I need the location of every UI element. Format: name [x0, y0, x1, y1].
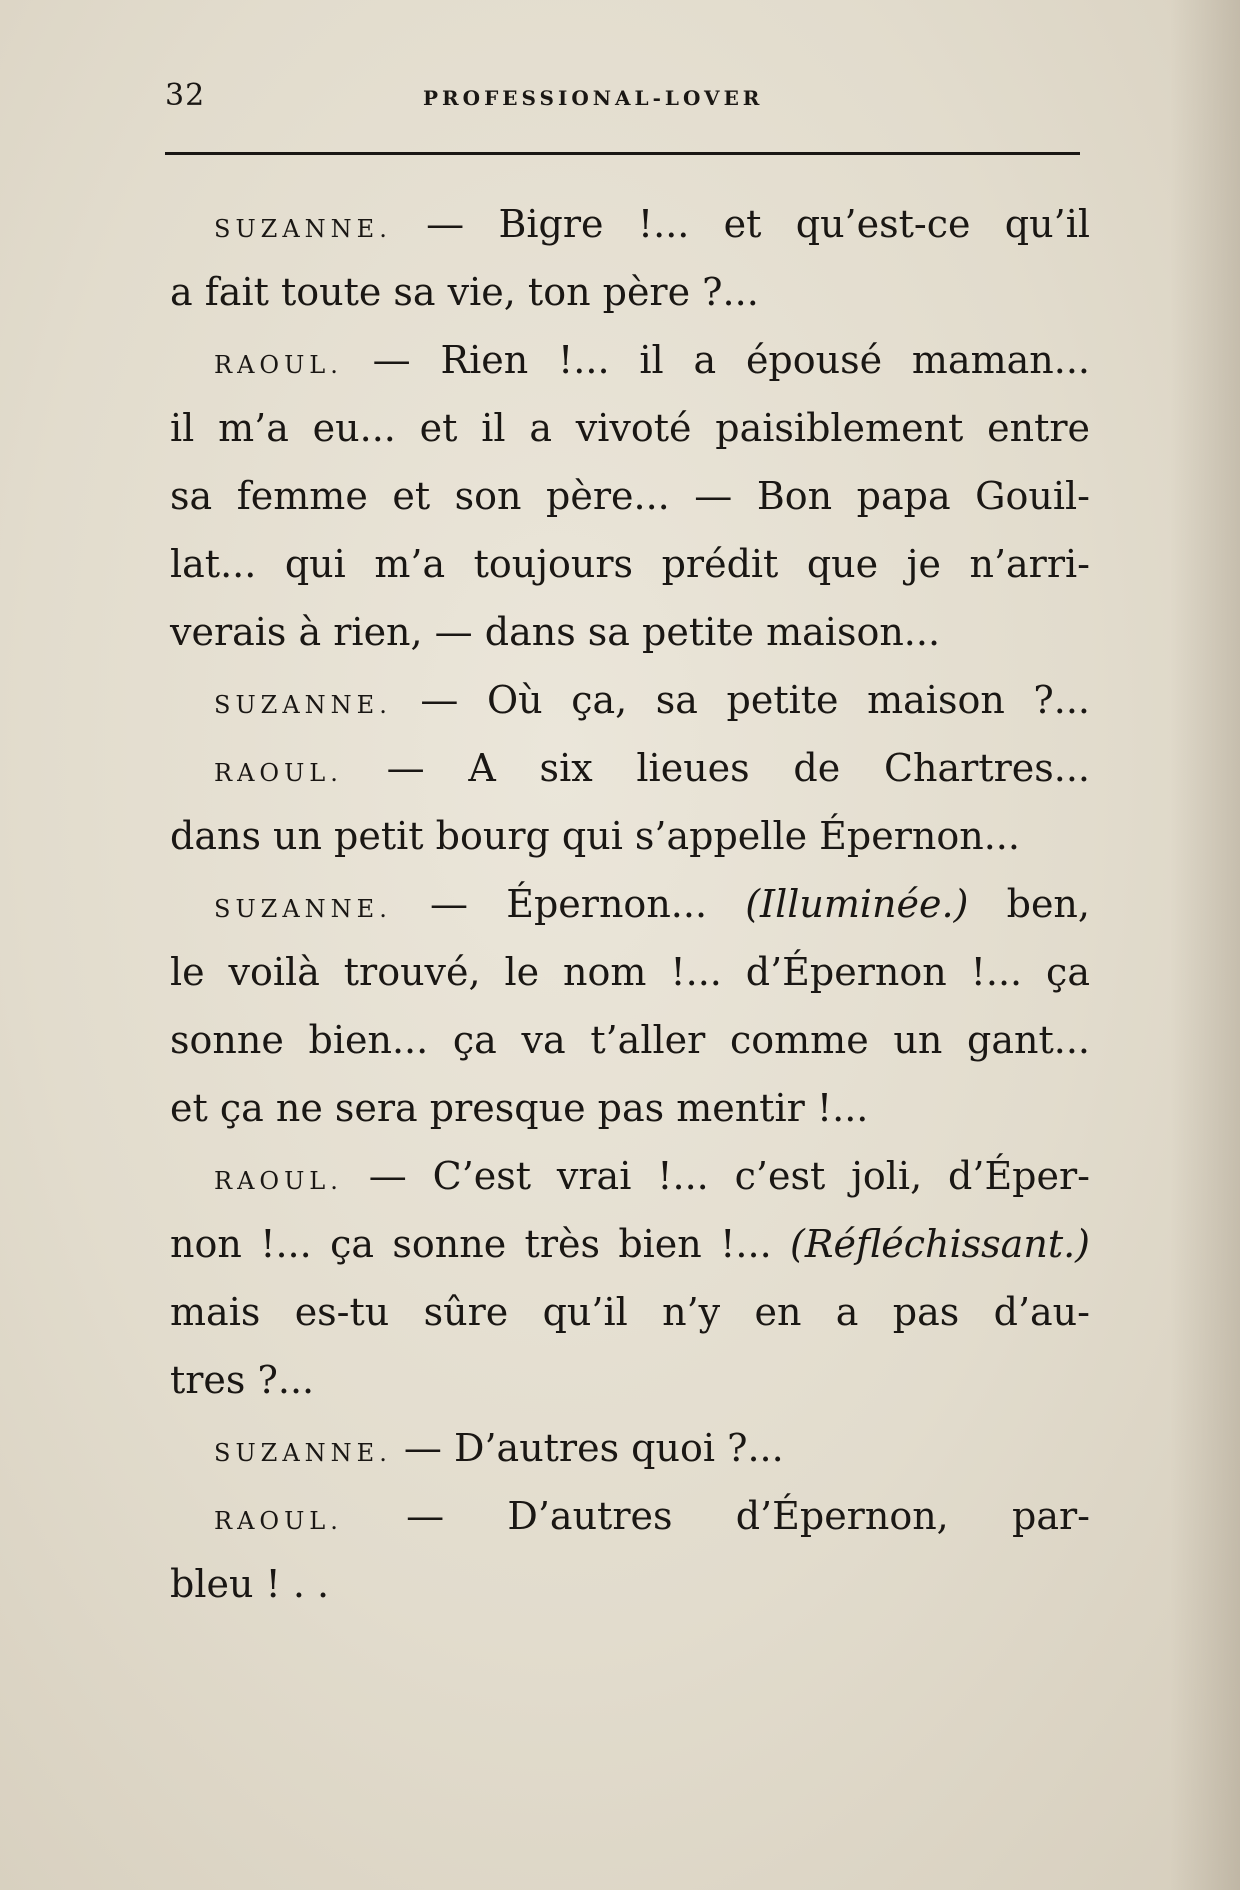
line-text: — Où ça, sa petite maison ?... [391, 678, 1090, 722]
page-number: 32 [165, 78, 206, 113]
text-line [170, 258, 1090, 326]
line-text: dans un petit bourg qui s’appelle Épernon... [170, 814, 1020, 858]
text-line [170, 1550, 1090, 1618]
line-text: — C’est vrai !... c’est joli, d’Éper- [342, 1154, 1090, 1198]
text-line [170, 1414, 1090, 1482]
line-text: le voilà trouvé, le nom !... d’Épernon !... ça [170, 950, 1090, 994]
text-line [170, 1074, 1090, 1142]
line-text: lat... qui m’a toujours prédit que je n’arri- [170, 542, 1090, 586]
line-text: — D’autres d’Épernon, par- [342, 1494, 1090, 1538]
speaker-name: SUZANNE. [214, 215, 392, 243]
speaker-name: SUZANNE. [214, 1439, 392, 1467]
line-text: sonne bien... ça va t’aller comme un gant... [170, 1018, 1090, 1062]
line-text: — Bigre !... et qu’est-ce qu’il [391, 202, 1090, 246]
text-line [170, 1346, 1090, 1414]
text-line [170, 1142, 1090, 1210]
text-line [170, 394, 1090, 462]
line-text: — A six lieues de Chartres... [342, 746, 1090, 790]
line-text: sa femme et son père... — Bon papa Gouil- [170, 474, 1090, 518]
text-line [170, 530, 1090, 598]
text-line [170, 870, 1090, 938]
dialogue-text [170, 190, 1090, 1618]
line-text: et ça ne sera presque pas mentir !... [170, 1086, 869, 1130]
line-text: non !... ça sonne très bien !... [170, 1222, 791, 1266]
text-line [170, 1210, 1090, 1278]
line-text: ben, [968, 882, 1090, 926]
line-text: verais à rien, — dans sa petite maison... [170, 610, 941, 654]
text-line [170, 734, 1090, 802]
speaker-name: RAOUL. [214, 1167, 343, 1195]
stage-direction: (Réfléchissant.) [790, 1222, 1090, 1266]
page-header [165, 78, 1080, 118]
page-edge-shadow [1170, 0, 1240, 1890]
line-text: mais es-tu sûre qu’il n’y en a pas d’au- [170, 1290, 1090, 1334]
speaker-name: SUZANNE. [214, 895, 392, 923]
speaker-name: SUZANNE. [214, 691, 392, 719]
text-line [170, 598, 1090, 666]
running-title: PROFESSIONAL-LOVER [423, 86, 764, 110]
text-line [170, 666, 1090, 734]
text-line [170, 802, 1090, 870]
text-line [170, 938, 1090, 1006]
line-text: a fait toute sa vie, ton père ?... [170, 270, 759, 314]
line-text: — Épernon... [391, 882, 746, 926]
text-line [170, 462, 1090, 530]
speaker-name: RAOUL. [214, 351, 343, 379]
speaker-name: RAOUL. [214, 1507, 343, 1535]
text-line [170, 1482, 1090, 1550]
line-text: il m’a eu... et il a vivoté paisiblement entre [170, 406, 1090, 450]
line-text: — Rien !... il a épousé maman... [342, 338, 1090, 382]
text-line [170, 326, 1090, 394]
text-line [170, 190, 1090, 258]
line-text: tres ?... [170, 1358, 315, 1402]
text-line [170, 1006, 1090, 1074]
stage-direction: (Illuminée.) [745, 882, 969, 926]
speaker-name: RAOUL. [214, 759, 343, 787]
line-text: bleu ! . . [170, 1562, 330, 1606]
line-text: — D’autres quoi ?... [391, 1426, 784, 1470]
text-line [170, 1278, 1090, 1346]
header-rule [165, 152, 1080, 155]
